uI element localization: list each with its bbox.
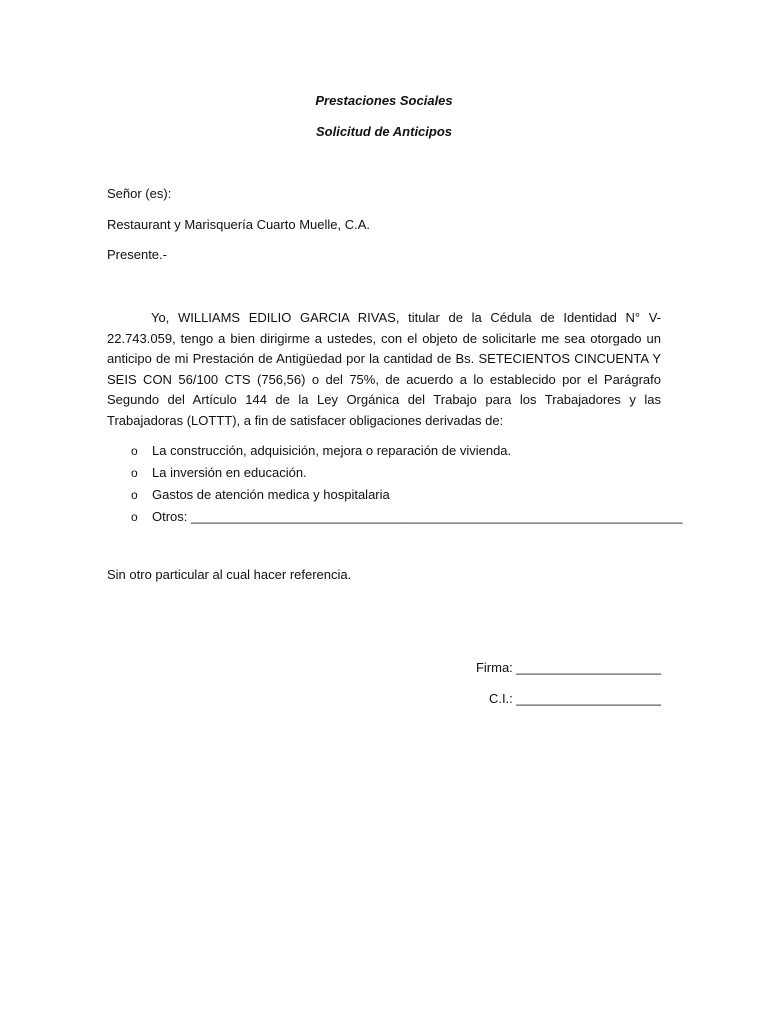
option-text: La construcción, adquisición, mejora o reparación de vivienda.	[152, 443, 512, 458]
list-item	[107, 462, 667, 484]
purpose-options-list	[107, 440, 683, 528]
document-subtitle: Solicitud de Anticipos	[315, 124, 453, 139]
id-number-line: C.I.: ____________________	[488, 691, 661, 706]
signature-line: Firma: ____________________	[475, 660, 661, 675]
bullet-icon: o	[131, 444, 138, 458]
bullet-icon: o	[131, 510, 138, 524]
request-paragraph: Yo, WILLIAMS EDILIO GARCIA RIVAS, titular de la Cédula de Identidad N° V-22.743.059, tengo a bien dirigirme a ustedes, con el objeto de solicitarle me sea otorgado un anticipo de mi Prestación de Antigüedad por la cantidad de Bs. SETECIENTOS CINCUENTA Y SEIS CON 56/100 CTS (756,56) o del 75%, de acuerdo a lo establecido por el Parágrafo Segundo del Artículo 144 de la Ley Orgánica del Trabajo para los Trabajadores y las Trabajadoras (LOTTT), a fin de satisfacer obligaciones derivadas de:	[107, 310, 661, 428]
presente-line: Presente.-	[107, 247, 167, 262]
salutation: Señor (es):	[107, 186, 172, 201]
option-text: La inversión en educación.	[152, 465, 307, 480]
bullet-icon: o	[131, 466, 138, 480]
company-name: Restaurant y Marisquería Cuarto Muelle, C.A.	[107, 217, 370, 232]
list-item	[107, 484, 667, 506]
list-item	[107, 440, 667, 462]
option-text: Otros: ____________________________________________________________________	[152, 509, 683, 524]
bullet-icon: o	[131, 488, 138, 502]
document-title: Prestaciones Sociales	[315, 93, 453, 108]
list-item	[107, 506, 683, 528]
option-text: Gastos de atención medica y hospitalaria	[152, 487, 390, 502]
closing-line: Sin otro particular al cual hacer referencia.	[107, 567, 352, 582]
